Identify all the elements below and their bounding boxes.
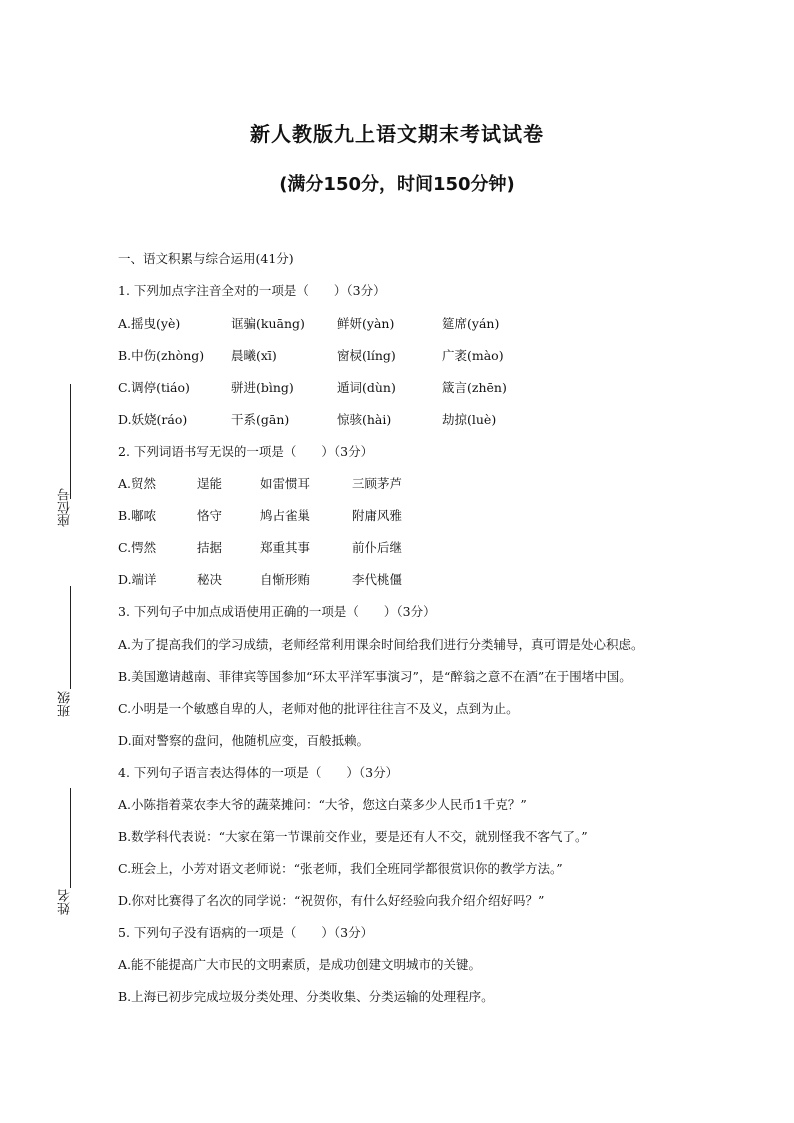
question-4-option-b: B.数学科代表说：“大家在第一节课前交作业，要是还有人不交，就别怪我不客气了。” — [118, 829, 588, 844]
question-5-stem: 5. 下列句子没有语病的一项是（ ）（3分） — [118, 925, 374, 940]
option-cell: 李代桃僵 — [352, 572, 403, 587]
option-cell: 如雷惯耳 — [260, 476, 311, 491]
option-cell: 前仆后继 — [352, 540, 403, 555]
option-cell: 广袤(mào) — [442, 348, 504, 363]
question-3-option-c: C.小明是一个敏感自卑的人，老师对他的批评往往言不及义，点到为止。 — [118, 701, 519, 716]
question-3-option-d: D.面对警察的盘问，他随机应变，百般抵赖。 — [118, 733, 370, 748]
question-3-stem: 3. 下列句子中加点成语使用正确的一项是（ ）（3分） — [118, 604, 436, 619]
seat-label: 座位号 — [58, 488, 73, 527]
option-cell: 窗棂(líng) — [337, 348, 396, 363]
option-cell: D.端详 — [118, 572, 157, 587]
option-cell: A.贸然 — [118, 476, 157, 491]
option-cell: 三顾茅芦 — [352, 476, 403, 491]
seat-line — [70, 384, 71, 499]
option-cell: B.嘟哝 — [118, 508, 157, 523]
name-line — [70, 788, 71, 888]
page-subtitle: (满分150分，时间150分钟) — [279, 174, 515, 195]
option-cell: 鲜妍(yàn) — [337, 316, 395, 331]
option-cell: 晨曦(xī) — [231, 348, 277, 363]
option-cell: 自惭形贿 — [260, 572, 311, 587]
question-4-option-d: D.你对比赛得了名次的同学说：“祝贺你，有什么好经验向我介绍介绍好吗？” — [118, 893, 545, 908]
option-cell: C.调停(tiáo) — [118, 380, 190, 395]
option-cell: 诓骗(kuāng) — [231, 316, 305, 331]
option-cell: 骈进(bìng) — [231, 380, 294, 395]
option-cell: 拮据 — [197, 540, 223, 555]
class-line — [70, 586, 71, 689]
option-cell: 鸠占雀巢 — [260, 508, 311, 523]
option-cell: 筵席(yán) — [442, 316, 500, 331]
section-heading: 一、语文积累与综合运用(41分) — [118, 251, 294, 266]
option-cell: 逞能 — [197, 476, 223, 491]
option-cell: C.愕然 — [118, 540, 157, 555]
question-4-stem: 4. 下列句子语言表达得体的一项是（ ）（3分） — [118, 765, 399, 780]
option-cell: 郑重其事 — [260, 540, 311, 555]
option-cell: 秘决 — [197, 572, 223, 587]
page-title: 新人教版九上语文期末考试试卷 — [250, 122, 544, 146]
question-2-stem: 2. 下列词语书写无误的一项是（ ）（3分） — [118, 444, 374, 459]
option-cell: A.摇曳(yè) — [118, 316, 181, 331]
name-label: 姓名 — [58, 889, 73, 915]
question-3-option-a: A.为了提高我们的学习成绩，老师经常利用课余时间给我们进行分类辅导，真可谓是处心积虑。 — [118, 637, 644, 652]
class-label: 班级 — [58, 691, 73, 717]
option-cell: 箴言(zhēn) — [442, 380, 507, 395]
option-cell: B.中伤(zhòng) — [118, 348, 205, 363]
question-3-option-b: B.美国邀请越南、菲律宾等国参加“环太平洋军事演习”，是“醉翁之意不在酒”在于围堵中国。 — [118, 669, 632, 684]
question-4-option-a: A.小陈指着菜农李大爷的蔬菜摊问：“大爷，您这白菜多少人民币1千克？” — [118, 797, 527, 812]
option-cell: 惊骇(hài) — [337, 412, 392, 427]
option-cell: 劫掠(luè) — [442, 412, 497, 427]
question-1-stem: 1. 下列加点字注音全对的一项是（ ）（3分） — [118, 283, 386, 298]
option-cell: 遁词(dùn) — [337, 380, 396, 395]
option-cell: D.妖娆(ráo) — [118, 412, 188, 427]
option-cell: 干系(gān) — [231, 412, 290, 427]
question-5-option-a: A.能不能提高广大市民的文明素质，是成功创建文明城市的关键。 — [118, 957, 482, 972]
question-4-option-c: C.班会上，小芳对语文老师说：“张老师，我们全班同学都很赏识你的教学方法。” — [118, 861, 563, 876]
option-cell: 恪守 — [197, 508, 223, 523]
question-5-option-b: B.上海已初步完成垃圾分类处理、分类收集、分类运输的处理程序。 — [118, 989, 494, 1004]
option-cell: 附庸风雅 — [352, 508, 403, 523]
